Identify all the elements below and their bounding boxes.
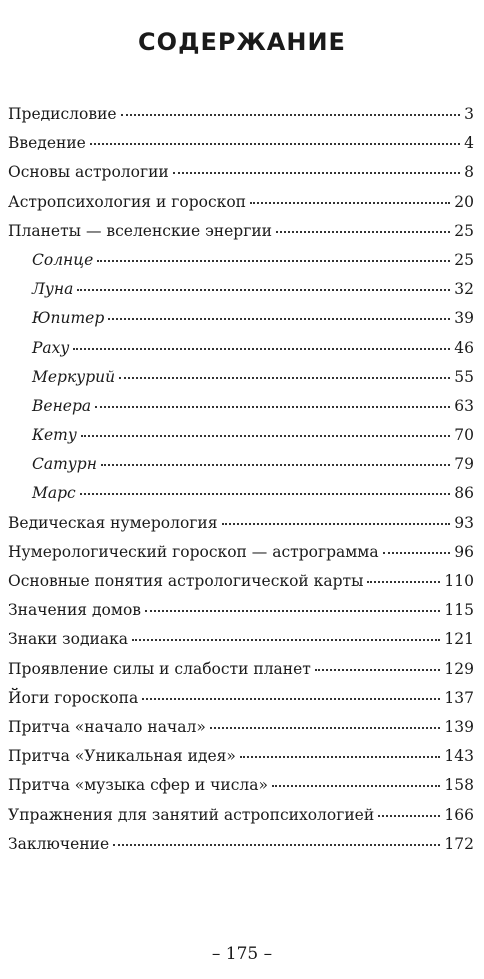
dot-leader [276, 231, 450, 233]
toc-entry-page: 121 [444, 630, 474, 649]
page-title: СОДЕРЖАНИЕ [138, 28, 346, 56]
dot-leader [101, 464, 450, 466]
toc-entry-page: 25 [454, 221, 474, 240]
dot-leader [121, 114, 461, 116]
dot-leader [132, 639, 440, 641]
toc-entry-title: Планеты — вселенские энергии [8, 221, 272, 240]
dot-leader [90, 143, 460, 145]
toc-entry [8, 596, 474, 625]
toc-entry-title: Ведическая нумерология [8, 513, 218, 532]
toc-entry-title: Знаки зодиака [8, 630, 129, 649]
toc-entry [8, 275, 474, 304]
toc-entry-title: Раху [32, 338, 70, 357]
toc-entry [8, 158, 474, 187]
toc-entry [8, 713, 474, 742]
toc-entry-title: Проявление силы и слабости планет [8, 659, 311, 678]
toc-entry-page: 172 [444, 834, 474, 853]
toc-entry-title: Основные понятия астрологической карты [8, 572, 364, 590]
dot-leader [108, 318, 450, 320]
dot-leader [77, 289, 450, 291]
toc-entry-title: Притча «начало начал» [8, 717, 206, 736]
page-number: – 175 – [211, 944, 273, 964]
toc-entry-title: Солнце [32, 250, 94, 269]
toc-entry [8, 217, 474, 246]
toc-entry [8, 100, 474, 129]
dot-leader [80, 493, 451, 495]
toc-entry-page: 20 [454, 192, 474, 211]
toc-entry [8, 188, 474, 217]
toc-entry-page: 93 [454, 513, 474, 532]
toc-entry-page: 143 [444, 747, 474, 766]
toc-entry-title: Заключение [8, 834, 110, 853]
toc-entry [8, 625, 474, 654]
toc-entry-title: Притча «Уникальная идея» [8, 747, 236, 766]
dot-leader [95, 406, 450, 408]
toc-entry [8, 392, 474, 421]
dot-leader [81, 435, 450, 437]
toc-entry-title: Притча «музыка сфер и числа» [8, 776, 268, 795]
toc-entry-title: Кету [32, 426, 77, 445]
dot-leader [97, 260, 450, 262]
dot-leader [173, 172, 460, 174]
toc-entry-title: Луна [32, 280, 74, 299]
toc-entry [8, 304, 474, 333]
toc-entry [8, 450, 474, 479]
toc-entry [8, 742, 474, 771]
dot-leader [315, 669, 441, 671]
toc-entry-page: 63 [454, 396, 474, 415]
toc-entry-title: Марс [32, 484, 76, 503]
toc-entry-page: 96 [454, 542, 474, 561]
toc-entry-title: Юпитер [32, 309, 105, 328]
toc-entry-title: Предисловие [8, 105, 117, 123]
toc-entry [8, 771, 474, 800]
dot-leader [240, 756, 441, 758]
dot-leader [142, 698, 440, 700]
toc-entry-title: Значения домов [8, 601, 142, 620]
toc-entry-page: 25 [454, 250, 474, 269]
dot-leader [210, 727, 441, 729]
dot-leader [119, 377, 450, 379]
toc-entry [8, 655, 474, 684]
toc-entry-title: Меркурий [32, 367, 116, 386]
toc-entry-page: 4 [464, 134, 474, 153]
dot-leader [383, 552, 451, 554]
toc-entry-title: Венера [32, 396, 92, 415]
toc-entry [8, 363, 474, 392]
toc-entry-page: 86 [454, 484, 474, 503]
toc-entry-page: 32 [454, 280, 474, 299]
toc-entry-title: Астропсихология и гороскоп [8, 192, 246, 211]
toc-entry-title: Сатурн [32, 455, 97, 474]
dot-leader [367, 581, 440, 583]
dot-leader [250, 202, 450, 204]
toc-entry-title: Основы астрологии [8, 163, 169, 182]
toc-entry [8, 830, 474, 859]
toc-entry [8, 421, 474, 450]
toc-entry-title: Йоги гороскопа [8, 688, 139, 707]
toc-entry-title: Нумерологический гороскоп — астрограмма [8, 542, 379, 561]
toc-entry [8, 129, 474, 158]
toc-entry [8, 334, 474, 363]
dot-leader [222, 523, 451, 525]
toc-entry-page: 55 [454, 367, 474, 386]
toc-entry-page: 137 [444, 688, 474, 707]
toc-entry-page: 115 [444, 601, 474, 620]
toc-entry-page: 3 [464, 105, 474, 123]
toc-entry [8, 684, 474, 713]
toc-entry [8, 801, 474, 830]
toc-entry-title: Введение [8, 134, 86, 153]
dot-leader [145, 610, 440, 612]
dot-leader [272, 785, 440, 787]
toc-entry-page: 70 [454, 426, 474, 445]
toc-entry-page: 39 [454, 309, 474, 328]
toc-entry-page: 8 [464, 163, 474, 182]
toc-entry-page: 158 [444, 776, 474, 795]
toc-entry-page: 166 [444, 805, 474, 824]
dot-leader [113, 844, 440, 846]
toc-entry-page: 110 [444, 572, 474, 590]
table-of-contents [8, 100, 474, 859]
toc-entry-page: 139 [444, 717, 474, 736]
toc-entry [8, 509, 474, 538]
toc-entry-page: 46 [454, 338, 474, 357]
toc-entry [8, 538, 474, 567]
toc-entry [8, 246, 474, 275]
toc-entry-page: 79 [454, 455, 474, 474]
toc-entry [8, 567, 474, 596]
toc-entry [8, 479, 474, 508]
dot-leader [73, 348, 450, 350]
dot-leader [378, 815, 440, 817]
toc-entry-page: 129 [444, 659, 474, 678]
toc-entry-title: Упражнения для занятий астропсихологией [8, 805, 375, 824]
